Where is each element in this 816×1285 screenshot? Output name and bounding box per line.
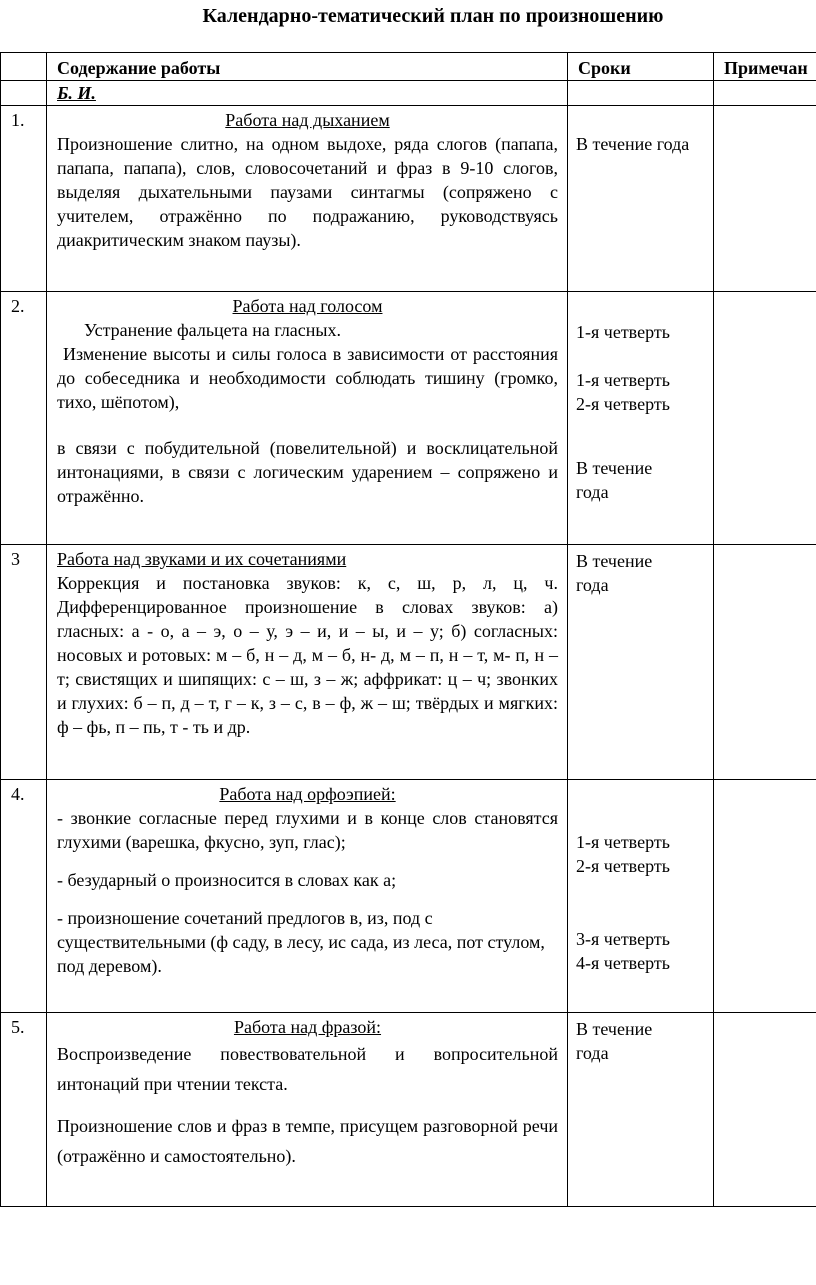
table-header-row bbox=[1, 53, 816, 81]
section-title: Работа над дыханием bbox=[225, 110, 390, 130]
row-terms bbox=[568, 1013, 714, 1207]
table-subheader-row bbox=[1, 81, 816, 106]
table-row bbox=[1, 780, 816, 1013]
section-text: Коррекция и постановка звуков: к, с, ш, р, л, ц, ч. Дифференцированное произношение в словах звуков: а) гласных: а - о, а – э, о – у, э – и, и – ы, и – у; б) согласных: носовых и ротовых: м – б, н – д, м – б, н- д, м – п, н – т, м- п, н – т; свистящих и шипящих: с – ш, з – ж; аффрикат: ц – ч; звонких и глухих: б – п, д – т, г – к, з – с, в – ф, ж – ш; твёрдых и мягких: ф – фь, п – пь, т - ть и др. bbox=[57, 573, 558, 737]
plan-table bbox=[0, 52, 816, 1207]
term: В течение года bbox=[576, 458, 653, 502]
term: 1-я четверть bbox=[576, 370, 670, 390]
section-text: Произношение слитно, на одном выдохе, ряда слогов (папапа, папапа, папапа), слов, словосочетаний и фраз в 9-10 слогов, выделяя дыхательными паузами синтагмы (сопряжено с учителем, отражённо по подражанию, руководствуясь диакритическим знаком паузы). bbox=[57, 134, 558, 250]
row-num: 3 bbox=[1, 545, 47, 780]
row-terms bbox=[568, 545, 714, 780]
row-num: 4. bbox=[1, 780, 47, 1013]
subheader: Б. И. bbox=[47, 81, 568, 106]
section-title: Работа над орфоэпией: bbox=[219, 784, 396, 804]
section-p2: - безударный о произносится в словах как а; bbox=[57, 870, 397, 890]
section-p2: Изменение высоты и силы голоса в зависимости от расстояния до собеседника и необходимости соблюдать тишину (громко, тихо, шёпотом), bbox=[57, 344, 558, 412]
term: В течение года bbox=[576, 551, 653, 595]
section-p1: - звонкие согласные перед глухими и в конце слов становятся глухими (варешка, фкусно, зуп, глас); bbox=[57, 808, 558, 852]
section-p3: в связи с побудительной (повелительной) и восклицательной интонациями, в связи с логическим ударением – сопряжено и отражённо. bbox=[57, 438, 558, 506]
section-p1: Устранение фальцета на гласных. bbox=[84, 320, 342, 340]
row-num: 1. bbox=[1, 106, 47, 292]
term: 1-я четверть bbox=[576, 832, 670, 852]
header-content: Содержание работы bbox=[47, 53, 568, 81]
term: 4-я четверть bbox=[576, 953, 670, 973]
header-notes: Примечан bbox=[714, 53, 816, 81]
table-row bbox=[1, 106, 816, 292]
row-num: 2. bbox=[1, 292, 47, 545]
table-row bbox=[1, 292, 816, 545]
table-row bbox=[1, 1013, 816, 1207]
term: 1-я четверть bbox=[576, 322, 670, 342]
header-num bbox=[1, 53, 47, 81]
row-terms bbox=[568, 780, 714, 1013]
section-p3: - произношение сочетаний предлогов в, из, под с существительными (ф саду, в лесу, ис сада, из леса, пот стулом, под деревом). bbox=[57, 908, 545, 976]
row-content bbox=[47, 1013, 568, 1207]
term: 2-я четверть bbox=[576, 856, 670, 876]
term: В течение года bbox=[576, 1019, 653, 1063]
term: 2-я четверть bbox=[576, 394, 670, 414]
row-content bbox=[47, 292, 568, 545]
row-content bbox=[47, 545, 568, 780]
row-content bbox=[47, 106, 568, 292]
page-title: Календарно-тематический план по произношению bbox=[202, 5, 664, 27]
row-terms bbox=[568, 106, 714, 292]
row-num: 5. bbox=[1, 1013, 47, 1207]
table-row bbox=[1, 545, 816, 780]
term: 3-я четверть bbox=[576, 929, 670, 949]
row-content bbox=[47, 780, 568, 1013]
section-p1: Воспроизведение повествовательной и вопросительной интонаций при чтении текста. bbox=[57, 1044, 558, 1094]
term: В течение года bbox=[576, 134, 690, 154]
header-terms: Сроки bbox=[568, 53, 714, 81]
section-title: Работа над фразой: bbox=[233, 1017, 382, 1037]
section-title: Работа над голосом bbox=[232, 296, 383, 316]
row-terms bbox=[568, 292, 714, 545]
section-title: Работа над звуками и их сочетаниями bbox=[57, 549, 347, 569]
section-p2: Произношение слов и фраз в темпе, присущем разговорной речи (отражённо и самостоятельно). bbox=[57, 1116, 558, 1166]
